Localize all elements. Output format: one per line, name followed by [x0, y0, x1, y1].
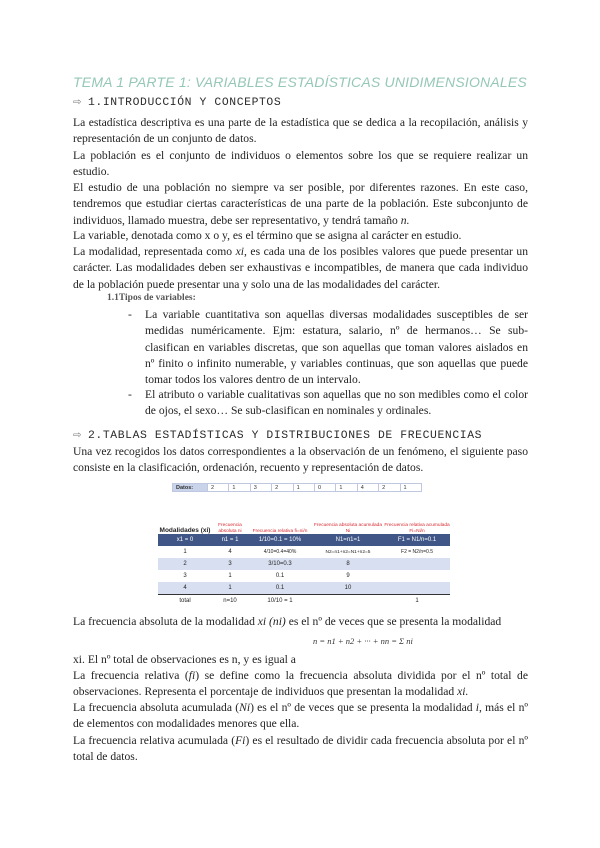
arrow-right-icon: ⇨	[73, 97, 82, 108]
frequency-table	[158, 500, 450, 607]
data-cell: 4	[357, 484, 378, 492]
data-cell: 1	[293, 484, 314, 492]
column-header: Frecuencia absoluta ni	[218, 523, 242, 534]
paragraph-sample: El estudio de una población no siempre va ser posible, por diferentes razones. En este caso, tendremos que estudiar ciertas características de una parte de la población. Este subconjunto de individuos, llamado muestra, debe ser representativo, y tendrá tamaño n.	[73, 181, 528, 227]
table-cell: F1 = N1/n=0.1	[384, 534, 450, 546]
table-cell: 3/10=0.3	[248, 558, 312, 570]
paragraph-variable: La variable, denotada como x o y, es el término que se asigna al carácter en estudio.	[73, 229, 462, 242]
data-table	[172, 483, 422, 492]
table-cell: N2=n1+n2=N1+n2=5	[312, 546, 384, 558]
paragraph-modality: La modalidad, representada como xi, es cada una de los posibles valores que puede presentar un carácter. Las modalidades deben ser exhaustivas e incompatibles, de manera que cada individuo de la población puede presentar una y solo una de las modalidades del carácter.	[73, 245, 529, 291]
sum-formula: n = n1 + n2 + ··· + nn = Σ ni	[313, 636, 413, 646]
paragraph-cumulative-frequency: La frecuencia absoluta acumulada (Ni) es el nº de veces que se presenta la modalidad i, más el nº de elementos con modalidades menores que ella.	[73, 701, 528, 731]
table-cell	[312, 595, 384, 608]
data-cell: 3	[250, 484, 271, 492]
paragraph-absolute-frequency: La frecuencia absoluta de la modalidad xi (ni) es el nº de veces que se presenta la modalidad	[73, 615, 502, 628]
table-row	[158, 534, 450, 546]
column-header: Frecuencia relativa fi=ni/n	[252, 528, 308, 534]
paragraph-relative-frequency: La frecuencia relativa (fi) se define como la frecuencia absoluta dividida por el nº total de observaciones. Representa el porcentaje de individuos que presentan la modalidad xi.	[73, 669, 528, 699]
section-heading-tables	[73, 430, 482, 442]
section-heading-intro	[73, 97, 281, 109]
arrow-right-icon: ⇨	[73, 430, 82, 441]
table-cell: 8	[312, 558, 384, 570]
table-row	[158, 570, 450, 582]
paragraph-descriptive: La estadística descriptiva es una parte de la estadística que se dedica a la recopilación, análisis y representación de un conjunto de datos.	[73, 116, 528, 146]
table-cell: 1	[212, 582, 248, 595]
table-cell: 2	[158, 558, 212, 570]
data-cell: 1	[229, 484, 250, 492]
table-cell: 1/10=0.1 = 10%	[248, 534, 312, 546]
column-header: Frecuencia relativa acumulada Fi=Ni/n	[384, 523, 450, 534]
table-cell: N1=n1=1	[312, 534, 384, 546]
table-cell: n1 = 1	[212, 534, 248, 546]
subheading-variable-types: 1.1Tipos de variables:	[107, 293, 196, 303]
table-cell: n=10	[212, 595, 248, 608]
table-cell: 10	[312, 582, 384, 595]
table-cell: 3	[212, 558, 248, 570]
table-row	[158, 582, 450, 595]
table-cell	[384, 558, 450, 570]
data-cell: 2	[272, 484, 293, 492]
page-title: TEMA 1 PARTE 1: VARIABLES ESTADÍSTICAS UNIDIMENSIONALES	[73, 74, 527, 90]
table-row-total	[158, 595, 450, 608]
table-cell: 10/10 = 1	[248, 595, 312, 608]
table-cell: 0.1	[248, 582, 312, 595]
paragraph-data-collection: Una vez recogidos los datos correspondientes a la observación de un fenómeno, el siguiente paso consiste en la clasificación, ordenación, recuento y representación de datos.	[73, 445, 528, 475]
table-cell	[384, 582, 450, 595]
data-cell: 0	[314, 484, 335, 492]
table-cell: total	[158, 595, 212, 608]
column-header: Modalidades (xi)	[159, 527, 211, 534]
table-cell: 1	[212, 570, 248, 582]
table-cell: 4	[212, 546, 248, 558]
paragraph-relative-cumulative: La frecuencia relativa acumulada (Fi) es el resultado de dividir cada frecuencia absoluta por el nº total de datos.	[73, 734, 528, 764]
column-header: Frecuencia absoluta acumulada Ni	[314, 523, 382, 534]
data-cell: 2	[379, 484, 400, 492]
paragraph-total-observations: xi. El nº total de observaciones es n, y es igual a	[73, 653, 296, 666]
table-row	[158, 558, 450, 570]
table-cell: 4	[158, 582, 212, 595]
table-cell: 0.1	[248, 570, 312, 582]
data-cell: 1	[400, 484, 421, 492]
data-cell: 2	[208, 484, 229, 492]
table-cell: x1 = 0	[158, 534, 212, 546]
data-row	[173, 484, 422, 492]
data-label: Datos:	[173, 484, 208, 492]
list-item-qualitative: - El atributo o variable cualitativas son aquellas que no son medibles como el color de ojos, el sexo… Se sub-clasifican en nominales y ordinales.	[128, 388, 528, 418]
table-cell: 3	[158, 570, 212, 582]
table-cell	[384, 570, 450, 582]
data-cell: 1	[336, 484, 357, 492]
list-item-quantitative: - La variable cuantitativa son aquellas diversas modalidades susceptibles de ser medidas numéricamente. Ejm: estatura, salario, nº de hermanos… Se sub-clasifican en variables discretas, que son aquellas que toman valores aislados en nº finito o infinito numerable, y variables continuas, que son aquellas que puede tomar todos los valores dentro de un intervalo.	[128, 308, 528, 387]
section-heading-text: 1.INTRODUCCIÓN Y CONCEPTOS	[87, 97, 282, 109]
table-header-row	[158, 500, 450, 534]
table-cell: 1	[384, 595, 450, 608]
table-cell: 4/10=0.4=40%	[248, 546, 312, 558]
paragraph-population: La población es el conjunto de individuos o elementos sobre los que se requiere realizar un estudio.	[73, 149, 528, 179]
table-cell: 9	[312, 570, 384, 582]
table-cell: F2 = N2/n=0.5	[384, 546, 450, 558]
table-row	[158, 546, 450, 558]
section-heading-text: 2.TABLAS ESTADÍSTICAS Y DISTRIBUCIONES DE FRECUENCIAS	[87, 430, 483, 442]
table-cell: 1	[158, 546, 212, 558]
